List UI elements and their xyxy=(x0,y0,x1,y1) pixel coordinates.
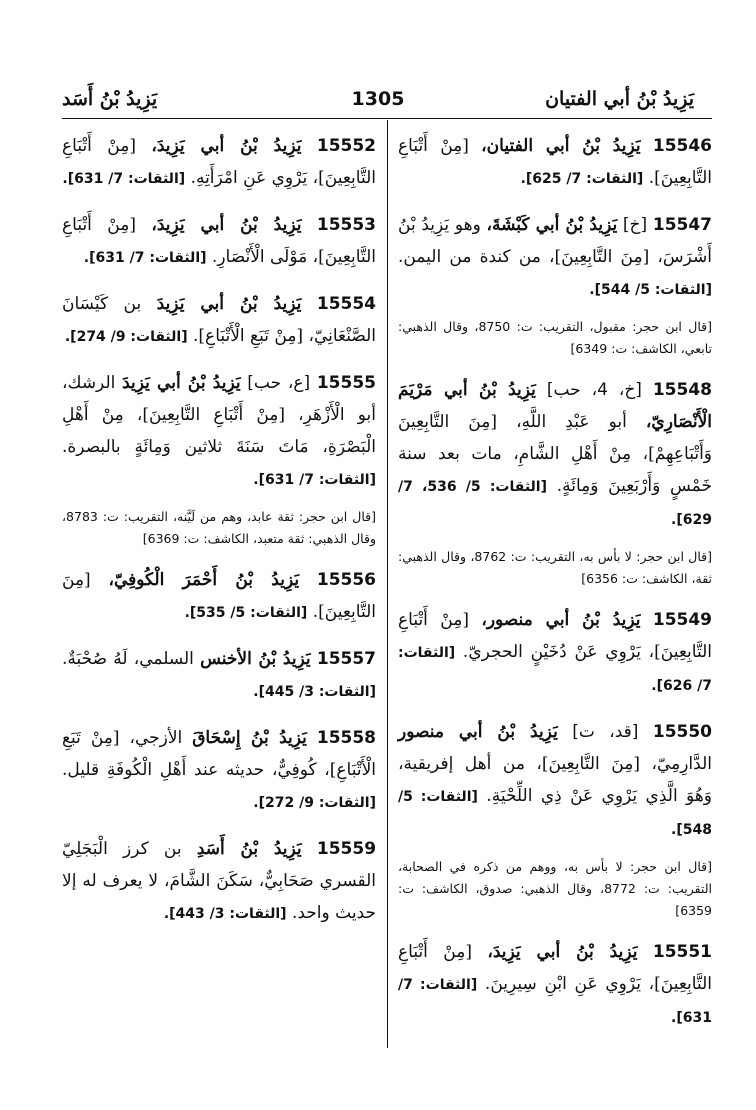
entry-source: [الثقات: 5/ 544]. xyxy=(589,282,712,298)
entry-name: يَزِيدُ بْنُ أبي مَرْيَمَ الْأَنْصَارِيّ، xyxy=(398,380,712,432)
entry-source: [الثقات: 7/ 631]. xyxy=(62,171,186,187)
entry-name: يَزِيدُ بْنُ إِسْحَاقَ xyxy=(192,728,307,748)
entry-source: [الثقات: 7/ 626]. xyxy=(398,645,712,694)
entry-source: [الثقات: 3/ 445]. xyxy=(253,684,376,700)
entry-name: يَزِيدُ بْنُ أبي منصور xyxy=(398,722,558,742)
entry-number: 15550 xyxy=(652,722,713,742)
entry-name: يَزِيدُ بْنُ أبي الفتيان، xyxy=(481,136,641,156)
entry-body: [مِنَ التَّابِعِينَ]. xyxy=(62,570,376,622)
entry-number: 15552 xyxy=(316,136,377,156)
column-divider xyxy=(387,120,388,1048)
entry-source: [الثقات: 7/ 625]. xyxy=(520,171,644,187)
entry xyxy=(398,936,712,1034)
entry-number: 15557 xyxy=(316,649,377,669)
entry-body: السلمي، لَهُ صُحْبَةٌ. xyxy=(62,649,194,669)
entry-name: يَزِيدُ بْنُ أبي يَزِيدَ، xyxy=(487,942,638,962)
entry xyxy=(62,643,376,708)
left-column xyxy=(62,130,376,944)
entry-name: يَزِيدُ بْنُ أبي يَزِيدَ، xyxy=(151,215,302,235)
entry-source: [الثقات: 5/ 548]. xyxy=(398,789,712,838)
entry xyxy=(398,374,712,536)
entry xyxy=(398,209,712,306)
entry-name: يَزِيدُ بْنُ أَحْمَرَ الْكُوفِيّ، xyxy=(108,570,300,590)
entry-source: [الثقات: 3/ 443]. xyxy=(163,906,287,922)
entry-number: 15546 xyxy=(652,136,713,156)
right-column xyxy=(398,130,712,1048)
entry xyxy=(398,130,712,195)
entry xyxy=(398,716,712,846)
entry-number: 15555 xyxy=(316,373,376,393)
entry-body: بن كرز الْبَجَلِيّ القسري صَحَابِيٌّ، سَكَنَ الشَّامَ، لا يعرف له إلا حديث واحد. xyxy=(62,839,376,923)
entry-number: 15558 xyxy=(316,728,377,748)
entry-symbols: [ع، حب] xyxy=(247,373,311,393)
entry xyxy=(62,209,376,274)
entry xyxy=(62,564,376,629)
entry-symbols: [خ، 4، حب] xyxy=(546,380,642,400)
entry xyxy=(398,604,712,702)
entry-body: [مِنْ أَتْبَاعِ التَّابِعِينَ]، يَرْوِي عَنِ ابْنِ سِيرِينَ. xyxy=(398,942,712,994)
entry-footnote: [قال ابن حجر: لا بأس به، ووهم من ذكره في الصحابة، التقريب: ت: 8772، وقال الذهبي: صدوق، الكاشف: ت: 6359] xyxy=(398,859,712,918)
entry-footnote: [قال ابن حجر: لا بأس به، التقريب: ت: 8762، وقال الذهبي: ثقة، الكاشف: ت: 6356] xyxy=(398,549,712,586)
entry-number: 15549 xyxy=(652,610,713,630)
entry-source: [الثقات: 7/ 631]. xyxy=(398,977,712,1026)
entry xyxy=(62,367,376,496)
entry-source: [الثقات: 5/ 536، 7/ 629]. xyxy=(398,479,712,528)
entry-name: يَزِيدُ بْنُ الأخنس xyxy=(200,649,311,669)
entry-source: [الثقات: 5/ 535]. xyxy=(184,605,308,621)
entry-symbols: [قد، ت] xyxy=(572,722,639,742)
entry-number: 15547 xyxy=(652,215,713,235)
entry-symbols: [خ] xyxy=(622,215,648,235)
entry-source: [الثقات: 7/ 631]. xyxy=(253,472,376,488)
entry-source: [الثقات: 9/ 274]. xyxy=(64,329,188,345)
entry-number: 15554 xyxy=(316,294,377,314)
entry-footnote: [قال ابن حجر: ثقة عابد، وهم من لَيَّنه، التقريب: ت: 8783، وقال الذهبي: ثقة متعبد، الكاشف: ت: 6369] xyxy=(62,509,376,546)
entry-body: الرشك، أبو الْأَزْهَرِ، [مِنْ أَتْبَاعِ التَّابِعِينَ]، مِنْ أَهْلِ الْبَصْرَةِ، مَاتَ سَنَةَ ثلاثين وَمِائَةٍ بالبصرة. xyxy=(62,373,376,457)
entry-body: [مِنْ أَتْبَاعِ التَّابِعِينَ]، يَرْوِي عَنِ امْرَأَتِهِ. xyxy=(62,136,376,188)
entry-number: 15559 xyxy=(316,839,377,859)
header-rule xyxy=(62,118,712,119)
entry xyxy=(62,833,376,930)
entry-body: [مِنْ أَتْبَاعِ التَّابِعِينَ]، يَرْوِي عَنْ دُخَيْنٍ الحجريّ. xyxy=(398,610,712,662)
entry xyxy=(62,130,376,195)
entry-source: [الثقات: 7/ 631]. xyxy=(83,250,207,266)
entry-body: الدَّارِمِيّ، [مِنَ التَّابِعِينَ]، من أهل إفريقية، وَهُوَ الَّذِي يَرْوِي عَنْ ذِي اللِّحْيَةِ. xyxy=(398,754,713,806)
running-head-left: يَزِيدُ بْنُ أَسَد xyxy=(62,88,158,110)
entry-number: 15551 xyxy=(652,942,713,962)
page-number: 1305 xyxy=(351,88,405,110)
entry xyxy=(62,722,376,819)
entry-body: بن كَيْسَانَ الصَّنْعَانِيّ، [مِنْ تَبَعِ الْأَتْبَاعِ]. xyxy=(62,294,376,346)
entry-number: 15556 xyxy=(316,570,377,590)
entry-name: يَزِيدُ بْنُ أبي يَزِيدَ، xyxy=(151,136,302,156)
entry-body: وهو يَزِيدُ بْنُ أَشْرَسَ، [مِنَ التَّابِعِينَ]، من كندة من اليمن. xyxy=(398,215,712,267)
entry-body: أبو عَبْدِ اللَّهِ، [مِنَ التَّابِعِينَ وَأَتْبَاعِهِمْ]، مِنْ أَهْلِ الشَّامِ، مات بعد سنة خَمْسٍ وَأَرْبَعِينَ وَمِائَةٍ. xyxy=(398,412,712,496)
entry-source: [الثقات: 9/ 272]. xyxy=(253,795,376,811)
entry-name: يَزِيدُ بْنُ أبي كَبْشَةَ، xyxy=(486,215,618,235)
entry-name: يَزِيدُ بْنُ أبي منصور، xyxy=(481,610,641,630)
entry-body: [مِنْ أَتْبَاعِ التَّابِعِينَ]. xyxy=(398,136,712,188)
entry-body: [مِنْ أَتْبَاعِ التَّابِعِينَ]، مَوْلَى الْأَنْصَارِ. xyxy=(62,215,376,267)
entry-name: يَزِيدُ بْنُ أبي يَزِيدَ xyxy=(122,373,241,393)
entry xyxy=(62,288,376,353)
entry-body: الأزجي، [مِنْ تَبَعِ الْأَتْبَاعِ]، كُوفِيٌّ، حديثه عند أَهْلِ الْكُوفَةِ قليل. xyxy=(62,728,376,780)
entry-footnote: [قال ابن حجر: مقبول، التقريب: ت: 8750، وقال الذهبي: تابعي، الكاشف: ت: 6349] xyxy=(398,319,712,356)
entry-name: يَزِيدُ بْنُ أبي يَزِيدَ xyxy=(156,294,302,314)
running-head-right: يَزِيدُ بْنُ أبي الفتيان xyxy=(545,88,694,110)
entry-name: يَزِيدُ بْنُ أَسَدِ xyxy=(196,839,302,859)
entry-number: 15553 xyxy=(316,215,377,235)
entry-number: 15548 xyxy=(652,380,712,400)
